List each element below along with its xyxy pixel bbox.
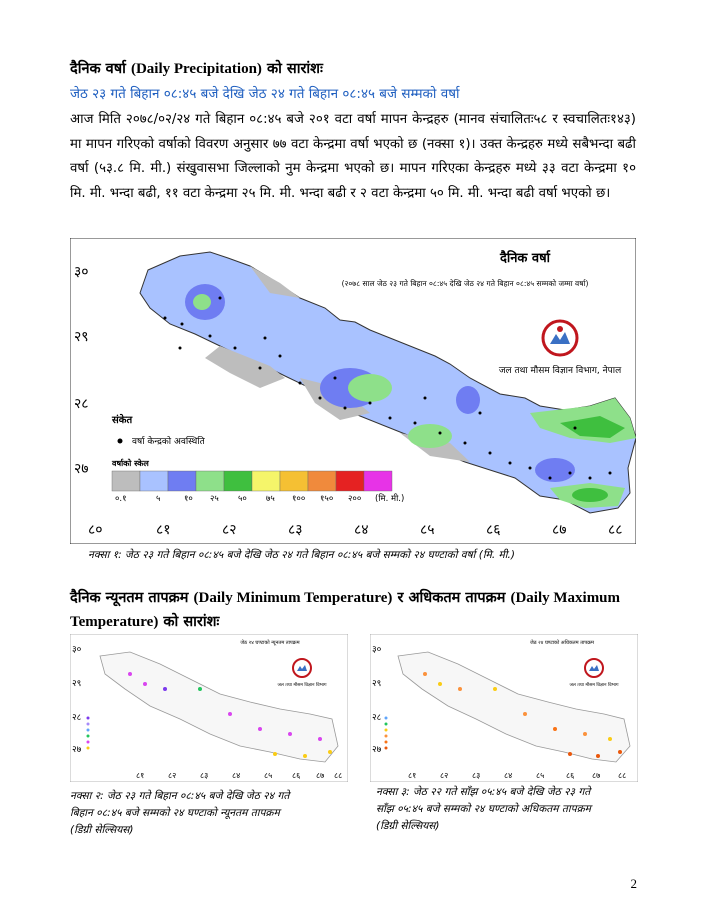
- lon-label: ८८: [608, 522, 623, 538]
- section1-subtitle: जेठ २३ गते बिहान ०८:४५ बजे देखि जेठ २४ गते बिहान ०८:४५ बजे सम्मको वर्षा: [70, 86, 460, 102]
- lon-label: ८५: [264, 771, 273, 780]
- scale-label: १०: [184, 494, 193, 504]
- lon-label: ८४: [354, 522, 369, 538]
- lon-label: ८६: [566, 771, 575, 780]
- map3-caption-line1: नक्सा ३: जेठ २२ गते साँझ ०५:४५ बजे देखि जेठ २३ गते: [376, 786, 591, 798]
- dhm-logo-min: [293, 659, 311, 677]
- lon-label: ८८: [334, 771, 343, 780]
- station-dot: [414, 422, 417, 425]
- station-dot: [258, 727, 262, 731]
- green-area-west: [193, 294, 211, 310]
- station-dot: [328, 750, 332, 754]
- section2-title-en1: (Daily Minimum Temperature): [193, 590, 393, 606]
- station-dot: [589, 477, 592, 480]
- blue-core-southeast: [535, 458, 575, 482]
- map3-caption-line3: (डिग्री सेल्सियस): [376, 820, 440, 832]
- lat-label: २८: [72, 713, 82, 723]
- scale-swatch: [364, 471, 392, 491]
- scale-label: ५: [156, 494, 161, 504]
- lon-label: ८२: [440, 771, 449, 780]
- section1-paragraph: आज मिति २०७८/०२/२४ गते बिहान ०८:४५ बजे २०१ वटा वर्षा मापन केन्द्रहरु (मानव संचालितः५८ र स्वचालितः१४३) मा मापन गरिएको वर्षाको विवरण अनुसार ७७ वटा केन्द्रमा वर्षा भएको छ (नक्सा १)। उक्त केन्द्रहरु मध्ये सबैभन्दा बढी वर्षा (५३.८ मि. मी.) संखुवासभा जिल्लाको नुम केन्द्रमा भएको छ। मापन गरिएका केन्द्रहरु मध्ये ३३ वटा केन्द्रमा १० मि. मी. भन्दा बढी, ११ वटा केन्द्रमा २५ मि. मी. भन्दा बढी र २ वटा केन्द्रमा ५० मि. मी. भन्दा बढी वर्षा भएको छ।: [70, 112, 636, 201]
- station-dot: [549, 477, 552, 480]
- station-dot: [553, 727, 557, 731]
- lon-label: ८६: [292, 771, 301, 780]
- station-dot: [439, 432, 442, 435]
- station-dot: [209, 335, 212, 338]
- station-dot: [288, 732, 292, 736]
- scale-label: १००: [292, 494, 306, 504]
- map3-title: जेठ २४ घण्टाको अधिकतम तापक्रम: [529, 640, 595, 646]
- station-dot: [583, 732, 587, 736]
- scale-swatch: [168, 471, 196, 491]
- page-number: 2: [630, 876, 637, 891]
- lon-label: ८५: [536, 771, 545, 780]
- section1-title-en: (Daily Precipitation): [130, 61, 262, 77]
- station-dot: [318, 737, 322, 741]
- station-dot: [273, 752, 277, 756]
- map3-caption-line2: साँझ ०५:४५ बजे सम्मको २४ घण्टाको अधिकतम तापक्रम: [376, 803, 591, 815]
- map2-agency: जल तथा मौसम विज्ञान विभाग: [277, 683, 327, 688]
- station-dot: [479, 412, 482, 415]
- station-dot: [618, 750, 622, 754]
- blue-core-east: [456, 386, 480, 414]
- scale-label: (मि. मी.): [375, 494, 405, 504]
- station-dot: [369, 402, 372, 405]
- lon-label: ८२: [222, 522, 237, 538]
- station-dot: [264, 337, 267, 340]
- station-dot: [219, 297, 222, 300]
- green-area-southeast-core: [572, 488, 608, 502]
- lat-label-29: २९: [74, 329, 89, 345]
- lon-label: ८७: [592, 771, 601, 780]
- section2-title-mid: र अधिकतम तापक्रम: [397, 590, 506, 606]
- lon-label: ८४: [232, 771, 241, 780]
- lat-label: २७: [372, 745, 382, 755]
- station-dot: [303, 754, 307, 758]
- scale-title: वर्षाको स्केल: [112, 459, 149, 468]
- lat-label: ३०: [72, 645, 82, 655]
- lon-label: ८७: [552, 522, 567, 538]
- scale-swatch: [252, 471, 280, 491]
- station-dot: [128, 672, 132, 676]
- map2-title: जेठ २४ घण्टाको न्यूनतम तापक्रम: [240, 640, 300, 646]
- station-dot: [181, 323, 184, 326]
- lon-label: ८३: [288, 522, 303, 538]
- section2-title-suffix: को सारांशः: [163, 614, 220, 630]
- map1-agency: जल तथा मौसम विज्ञान विभाग, नेपाल: [498, 366, 622, 376]
- scale-label: २००: [348, 494, 362, 504]
- lon-label: ८१: [156, 522, 171, 538]
- lat-label-27: २७: [74, 461, 89, 477]
- station-dot: [334, 377, 337, 380]
- min-temp-map: [70, 634, 348, 782]
- lon-label: ८५: [420, 522, 435, 538]
- section1-title-suffix: को सारांशः: [266, 61, 323, 77]
- dhm-logo: [543, 321, 577, 355]
- map1-title: दैनिक वर्षा: [499, 251, 551, 266]
- station-dot: [179, 347, 182, 350]
- legend-station-dot-icon: [118, 439, 123, 444]
- scale-swatch: [336, 471, 364, 491]
- station-dot: [529, 467, 532, 470]
- lon-label: ८३: [472, 771, 481, 780]
- station-dot: [164, 317, 167, 320]
- map1-subtitle: (२०७८ साल जेठ २३ गते बिहान ०८:४५ देखि जेठ २४ गते बिहान ०८:४५ सम्मको जम्मा वर्षा): [341, 279, 589, 288]
- lat-label: २९: [72, 679, 82, 689]
- legend-station-label: वर्षा केन्द्रको अवस्थिति: [132, 437, 205, 447]
- lat-label: ३०: [372, 645, 382, 655]
- precipitation-map: [70, 238, 636, 544]
- scale-label: १५०: [320, 494, 334, 504]
- station-dot: [608, 737, 612, 741]
- section2-title-en2: (Daily Maximum Temperature): [70, 590, 621, 630]
- station-dot: [279, 355, 282, 358]
- station-dot: [143, 682, 147, 686]
- map2-caption-line2: बिहान ०८:४५ बजे सम्मको २४ घण्टाको न्यूनतम तापक्रम: [70, 807, 280, 819]
- station-dot: [344, 407, 347, 410]
- station-dot: [259, 367, 262, 370]
- green-area-center: [348, 374, 392, 402]
- lon-label: ८०: [88, 522, 103, 538]
- section1-title-ne: दैनिक वर्षा: [70, 61, 126, 77]
- lat-label: २७: [72, 745, 82, 755]
- map1-caption: नक्सा १: जेठ २३ गते बिहान ०८:४५ बजे देखि जेठ २४ गते बिहान ०८:४५ बजे सम्मको २४ घण्टाको वर्षा (मि. मी.): [88, 549, 515, 561]
- scale-label: ७५: [266, 494, 275, 504]
- lon-label: ८७: [316, 771, 325, 780]
- lon-label: ८१: [408, 771, 417, 780]
- station-dot: [458, 687, 462, 691]
- lat-label-30: ३०: [74, 264, 89, 280]
- scale-label: ०.१: [115, 494, 127, 504]
- station-dot: [163, 687, 167, 691]
- station-dot: [568, 752, 572, 756]
- scale-swatch: [280, 471, 308, 491]
- station-dot: [493, 687, 497, 691]
- scale-swatch: [308, 471, 336, 491]
- lon-label: ८२: [168, 771, 177, 780]
- station-dot: [438, 682, 442, 686]
- scale-label: ५०: [238, 494, 247, 504]
- green-area-center-2: [408, 424, 452, 448]
- lat-label-28: २८: [74, 396, 89, 412]
- station-dot: [489, 452, 492, 455]
- section1-title: [70, 58, 323, 78]
- scale-swatch: [140, 471, 168, 491]
- station-dot: [198, 687, 202, 691]
- lon-label: ८१: [136, 771, 145, 780]
- map2-caption: [70, 788, 289, 839]
- station-dot: [523, 712, 527, 716]
- station-dot: [609, 472, 612, 475]
- lon-label: ८३: [200, 771, 209, 780]
- map2-caption-line3: (डिग्री सेल्सियस): [70, 824, 134, 836]
- station-dot: [423, 672, 427, 676]
- precipitation-scale: [112, 471, 392, 491]
- station-dot: [424, 397, 427, 400]
- lon-label: ८४: [504, 771, 513, 780]
- station-dot: [389, 417, 392, 420]
- lon-label: ८८: [618, 771, 627, 780]
- station-dot: [319, 397, 322, 400]
- lat-label: २९: [372, 679, 382, 689]
- section2-title: [70, 586, 636, 634]
- station-dot: [596, 754, 600, 758]
- scale-label: २५: [210, 494, 219, 504]
- scale-swatch: [224, 471, 252, 491]
- section2-title-ne: दैनिक न्यूनतम तापक्रम: [70, 590, 189, 606]
- station-dot: [464, 442, 467, 445]
- station-dot: [574, 427, 577, 430]
- lon-label: ८६: [486, 522, 501, 538]
- station-dot: [228, 712, 232, 716]
- station-dot: [234, 347, 237, 350]
- map3-agency: जल तथा मौसम विज्ञान विभाग: [569, 683, 619, 688]
- map2-caption-line1: नक्सा २: जेठ २३ गते बिहान ०८:४५ बजे देखि जेठ २४ गते: [70, 790, 290, 802]
- dhm-logo-max: [585, 659, 603, 677]
- scale-swatch: [112, 471, 140, 491]
- lat-label: २८: [372, 713, 382, 723]
- max-temp-map: [370, 634, 638, 782]
- station-dot: [299, 382, 302, 385]
- legend-title: संकेत: [112, 415, 133, 426]
- scale-swatch: [196, 471, 224, 491]
- station-dot: [509, 462, 512, 465]
- station-dot: [569, 472, 572, 475]
- map3-caption: [376, 784, 591, 835]
